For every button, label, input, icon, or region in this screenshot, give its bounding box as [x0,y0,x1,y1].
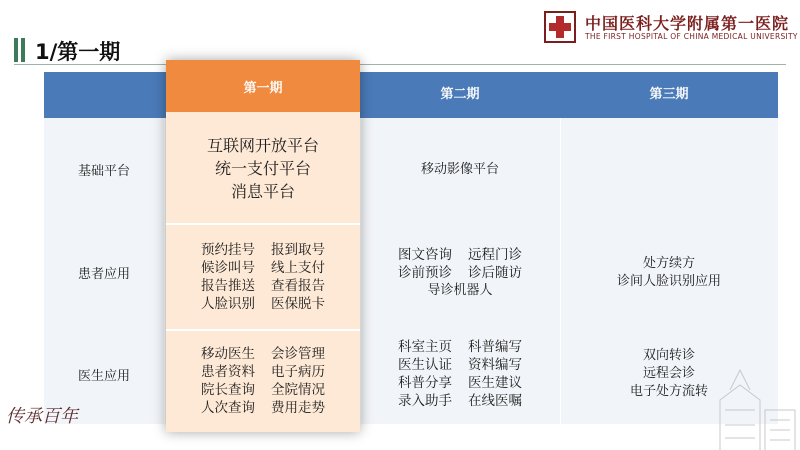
phase-table [44,68,778,424]
cell-item: 院长查询 [201,382,255,398]
cell-phase2 [360,221,560,324]
cell-item: 会诊管理 [271,346,325,362]
row-label: 患者应用 [77,267,130,282]
cell-item: 诊间人脸识别应用 [616,273,721,289]
cell-item: 移动医生 [201,346,255,362]
table-row-doctor-apps [44,324,778,425]
row-label: 医生应用 [77,368,130,384]
cell-item: 查看报告 [271,278,325,294]
cell-item: 报到取号 [271,242,325,258]
column-header-phase3: 第三期 [649,87,689,102]
column-header-phase2: 第二期 [440,87,480,102]
cell-item: 医生建议 [468,375,522,391]
heritage-calligraphy-mark: 传承百年 [6,406,78,427]
phase1-highlight-column [166,60,360,432]
cell-phase2 [360,118,560,221]
table-row-basic-platform [44,118,778,222]
cell-item: 线上支付 [271,260,325,276]
cell-item: 人次查询 [201,400,255,416]
cell-item: 在线医嘱 [468,393,522,409]
cell-item: 科室主页 [398,339,452,355]
cell-item: 人脸识别 [201,296,255,312]
cell-phase1-doctor [166,331,360,431]
hospital-logo [543,8,798,46]
cell-item: 资料编写 [468,357,522,373]
cell-item: 处方续方 [642,255,695,271]
cell-item: 移动影像平台 [420,161,499,177]
cell-item: 远程会诊 [642,366,695,381]
cell-phase2 [360,324,560,424]
cell-item: 电子病历 [271,364,325,380]
title-accent-bars [14,38,26,62]
cell-item: 全院情况 [271,382,325,398]
table-header-row [44,72,778,118]
column-divider [164,118,165,424]
cell-item: 科普分享 [398,375,452,391]
cell-phase1-basic [166,112,360,222]
column-divider [560,118,561,424]
cell-item: 医保脱卡 [271,296,325,312]
cell-item: 患者资料 [201,364,255,380]
building-sketch-icon [710,330,800,450]
cell-item: 双向转诊 [642,348,695,363]
cell-item: 候诊叫号 [201,260,255,276]
logo-english-name: THE FIRST HOSPITAL OF CHINA MEDICAL UNIVERSITY [585,32,798,41]
cell-item: 电子处方流转 [629,384,708,399]
hospital-emblem-icon [543,10,577,44]
cell-item-grid [398,338,522,410]
cell-item: 远程门诊 [468,246,522,263]
top-rule [0,0,800,4]
cell-item: 报告推送 [201,278,255,294]
cell-phase1-patient [166,225,360,329]
cell-item: 预约挂号 [201,242,255,258]
cell-item: 消息平台 [230,181,295,201]
logo-chinese-name: 中国医科大学附属第一医院 [585,14,790,33]
cell-phase3 [560,221,778,324]
page-title: 1/第一期 [35,40,121,64]
cell-item: 科普编写 [468,339,522,355]
header-divider [14,64,786,65]
cell-item: 导诊机器人 [427,282,493,298]
column-header-phase1: 第一期 [166,60,360,112]
cell-item: 图文咨询 [398,246,452,263]
column-divider [360,118,361,424]
row-label: 基础平台 [77,164,130,179]
cell-item-grid [398,246,522,282]
cell-item-grid [201,345,325,417]
phase1-body [166,112,360,432]
table-row-patient-apps [44,221,778,325]
cell-item: 诊后随访 [468,264,522,281]
cell-item: 费用走势 [271,400,325,416]
cell-item-grid [201,241,325,313]
cell-item: 互联网开放平台 [206,135,319,155]
cell-item: 录入助手 [398,393,452,409]
cell-item: 医生认证 [398,357,452,373]
cell-item: 诊前预诊 [398,264,452,281]
cell-item: 统一支付平台 [214,158,311,178]
